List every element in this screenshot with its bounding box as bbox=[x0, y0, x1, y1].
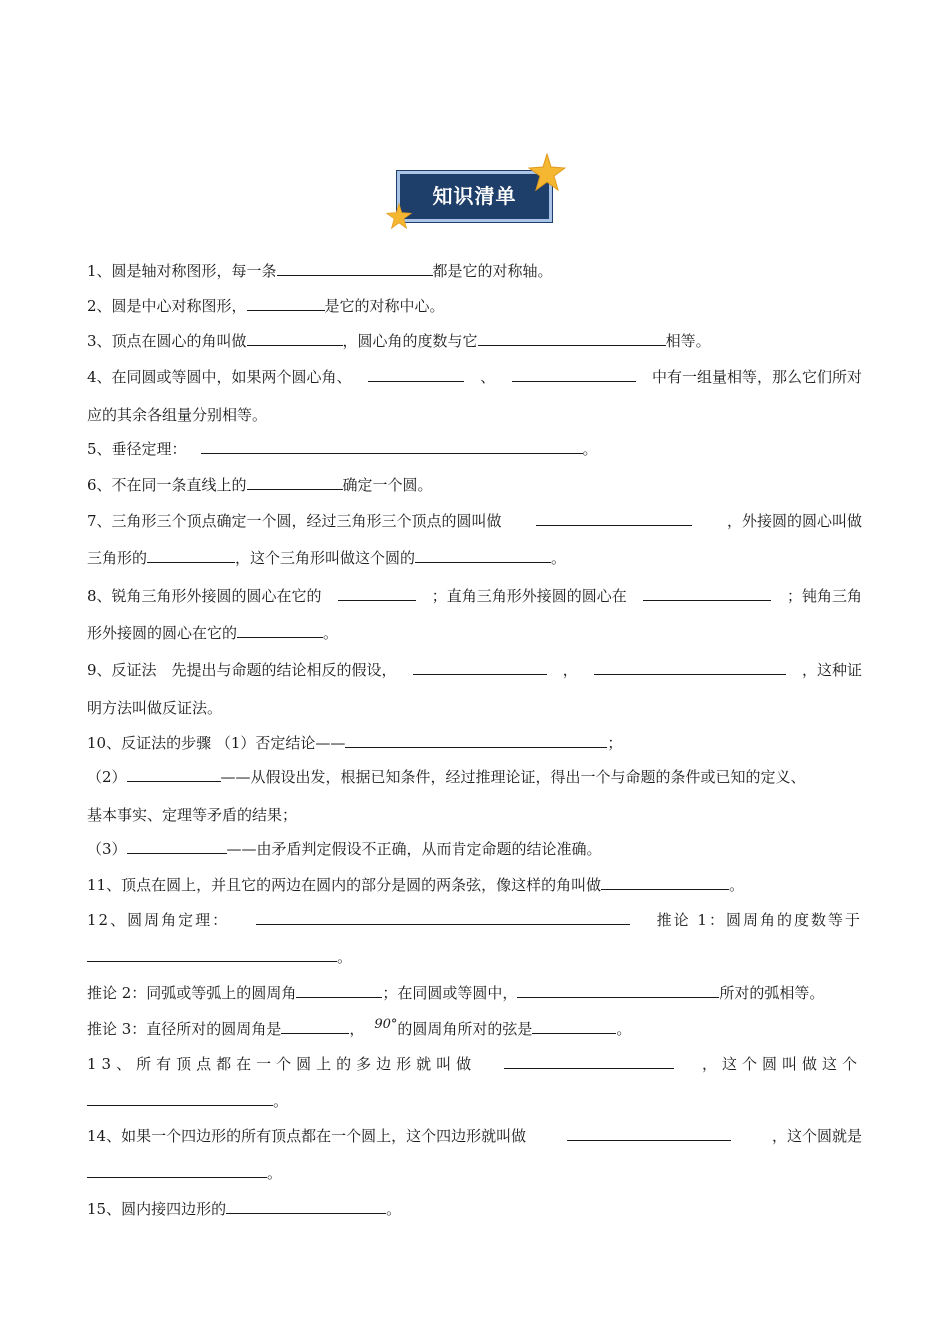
item-7-cont bbox=[87, 548, 566, 568]
item-text: ，这个圆就是 bbox=[771, 1127, 862, 1145]
item-text: ， bbox=[349, 1020, 365, 1038]
item-text: 1、圆是轴对称图形，每一条 bbox=[87, 262, 277, 280]
item-text: 是它的对称中心。 bbox=[324, 297, 445, 315]
answer-blank[interactable] bbox=[87, 1091, 273, 1106]
item-12-corollary-3 bbox=[87, 1019, 631, 1041]
item-12-corollary-2 bbox=[87, 983, 824, 1003]
answer-blank[interactable] bbox=[413, 660, 547, 675]
item-text: ，圆心角的度数与它 bbox=[342, 332, 478, 350]
star-icon bbox=[528, 153, 566, 191]
answer-blank[interactable] bbox=[247, 331, 343, 346]
item-text: 推论 3：直径所对的圆周角是 bbox=[87, 1020, 282, 1038]
item-text: 。 bbox=[273, 1092, 289, 1110]
item-text: 2、圆是中心对称图形， bbox=[87, 297, 247, 315]
item-10-step-2 bbox=[87, 767, 806, 787]
item-text: 13、所有顶点都在一个圆上的多边形就叫做 bbox=[87, 1055, 477, 1073]
item-text: 15、圆内接四边形的 bbox=[87, 1200, 227, 1218]
item-text: 形外接圆的圆心在它的 bbox=[87, 624, 238, 642]
item-14-cont bbox=[87, 1163, 282, 1183]
item-text: ； bbox=[607, 734, 623, 752]
degree-value: 90° bbox=[374, 1017, 398, 1032]
section-title: 知识清单 bbox=[432, 184, 517, 208]
answer-blank[interactable] bbox=[594, 660, 786, 675]
item-text: 。 bbox=[551, 549, 567, 567]
item-text: 6、不在同一条直线上的 bbox=[87, 476, 247, 494]
item-text: 5、垂径定理： bbox=[87, 440, 187, 458]
item-6 bbox=[87, 475, 433, 495]
item-text: ；钝角三角 bbox=[786, 587, 862, 605]
item-text: 。 bbox=[582, 440, 598, 458]
item-text: ，这个三角形叫做这个圆的 bbox=[235, 549, 416, 567]
item-5 bbox=[87, 439, 598, 459]
item-text: 。 bbox=[267, 1164, 283, 1182]
item-text: 中有一组量相等，那么它们所对 bbox=[651, 368, 862, 386]
item-text: 都是它的对称轴。 bbox=[432, 262, 553, 280]
answer-blank[interactable] bbox=[338, 586, 416, 601]
answer-blank[interactable] bbox=[512, 367, 636, 382]
item-text: 确定一个圆。 bbox=[342, 476, 433, 494]
answer-blank[interactable] bbox=[87, 1163, 267, 1178]
item-text: 12、圆周角定理： bbox=[87, 911, 230, 929]
answer-blank[interactable] bbox=[87, 947, 337, 962]
item-text: 明方法叫做反证法。 bbox=[87, 699, 223, 717]
item-text: 三角形的 bbox=[87, 549, 148, 567]
item-text: 7、三角形三个顶点确定一个圆，经过三角形三个顶点的圆叫做 bbox=[87, 512, 502, 530]
item-text: 。 bbox=[616, 1020, 632, 1038]
item-text: （2） bbox=[87, 768, 127, 786]
item-8-cont bbox=[87, 623, 338, 643]
item-text: 8、锐角三角形外接圆的圆心在它的 bbox=[87, 587, 322, 605]
answer-blank[interactable] bbox=[127, 767, 221, 782]
item-2 bbox=[87, 296, 445, 316]
item-text: ，这种证 bbox=[801, 661, 862, 679]
item-14 bbox=[87, 1126, 862, 1146]
answer-blank[interactable] bbox=[345, 733, 607, 748]
answer-blank[interactable] bbox=[504, 1054, 674, 1069]
answer-blank[interactable] bbox=[601, 875, 729, 890]
item-text: 推论 2：同弧或等弧上的圆周角 bbox=[87, 984, 297, 1002]
item-text: 、 bbox=[480, 368, 496, 386]
answer-blank[interactable] bbox=[296, 983, 382, 998]
item-12-cont bbox=[87, 947, 352, 967]
item-text: ，这个圆叫做这个 bbox=[701, 1055, 862, 1073]
item-8 bbox=[87, 586, 862, 606]
item-9 bbox=[87, 660, 862, 680]
item-text: 的圆周角所对的弦是 bbox=[397, 1020, 533, 1038]
answer-blank[interactable] bbox=[415, 548, 551, 563]
answer-blank[interactable] bbox=[256, 910, 630, 925]
item-text: 11、顶点在圆上，并且它的两边在圆内的部分是圆的两条弦，像这样的角叫做 bbox=[87, 876, 602, 894]
star-icon bbox=[386, 203, 412, 229]
item-3 bbox=[87, 331, 711, 351]
item-text: 。 bbox=[729, 876, 745, 894]
item-text: 相等。 bbox=[665, 332, 711, 350]
item-text: 应的其余各组量分别相等。 bbox=[87, 406, 268, 424]
answer-blank[interactable] bbox=[478, 331, 666, 346]
item-text: ——从假设出发，根据已知条件，经过推理论证，得出一个与命题的条件或已知的定义、 bbox=[220, 768, 806, 786]
answer-blank[interactable] bbox=[127, 839, 227, 854]
item-9-cont bbox=[87, 698, 222, 718]
item-10-step-3 bbox=[87, 839, 602, 859]
item-1 bbox=[87, 261, 553, 281]
answer-blank[interactable] bbox=[147, 548, 235, 563]
answer-blank[interactable] bbox=[201, 439, 583, 454]
answer-blank[interactable] bbox=[247, 475, 343, 490]
item-13 bbox=[87, 1054, 862, 1074]
item-text: 所对的弧相等。 bbox=[719, 984, 825, 1002]
answer-blank[interactable] bbox=[237, 623, 323, 638]
item-15 bbox=[87, 1199, 401, 1219]
item-7 bbox=[87, 511, 862, 531]
answer-blank[interactable] bbox=[226, 1199, 386, 1214]
item-11 bbox=[87, 875, 744, 895]
item-13-cont bbox=[87, 1091, 288, 1111]
item-text: 。 bbox=[323, 624, 339, 642]
item-text: ， bbox=[562, 661, 578, 679]
item-4 bbox=[87, 367, 862, 387]
item-12 bbox=[87, 910, 862, 930]
item-text: （3） bbox=[87, 840, 127, 858]
item-text: 。 bbox=[337, 948, 353, 966]
answer-blank[interactable] bbox=[277, 261, 433, 276]
answer-blank[interactable] bbox=[532, 1019, 616, 1034]
item-10-step-2-cont bbox=[87, 805, 297, 825]
item-text: 基本事实、定理等矛盾的结果； bbox=[87, 806, 298, 824]
answer-blank[interactable] bbox=[567, 1126, 731, 1141]
item-text: 14、如果一个四边形的所有顶点都在一个圆上，这个四边形就叫做 bbox=[87, 1127, 527, 1145]
item-text: ，外接圆的圆心叫做 bbox=[726, 512, 862, 530]
item-text: ——由矛盾判定假设不正确，从而肯定命题的结论准确。 bbox=[226, 840, 602, 858]
answer-blank[interactable] bbox=[643, 586, 771, 601]
item-text: 推论 1：圆周角的度数等于 bbox=[656, 911, 862, 929]
answer-blank[interactable] bbox=[517, 983, 719, 998]
item-text: 。 bbox=[386, 1200, 402, 1218]
answer-blank[interactable] bbox=[536, 511, 692, 526]
item-text: 10、反证法的步骤 （1）否定结论—— bbox=[87, 734, 346, 752]
item-text: ；直角三角形外接圆的圆心在 bbox=[431, 587, 627, 605]
item-text: 9、反证法 先提出与命题的结论相反的假设， bbox=[87, 661, 397, 679]
item-10 bbox=[87, 733, 622, 753]
item-text: 3、顶点在圆心的角叫做 bbox=[87, 332, 247, 350]
item-text: ；在同圆或等圆中， bbox=[382, 984, 518, 1002]
answer-blank[interactable] bbox=[368, 367, 464, 382]
item-text: 4、在同圆或等圆中，如果两个圆心角、 bbox=[87, 368, 352, 386]
answer-blank[interactable] bbox=[247, 296, 325, 311]
answer-blank[interactable] bbox=[281, 1019, 349, 1034]
item-4-cont bbox=[87, 405, 267, 425]
